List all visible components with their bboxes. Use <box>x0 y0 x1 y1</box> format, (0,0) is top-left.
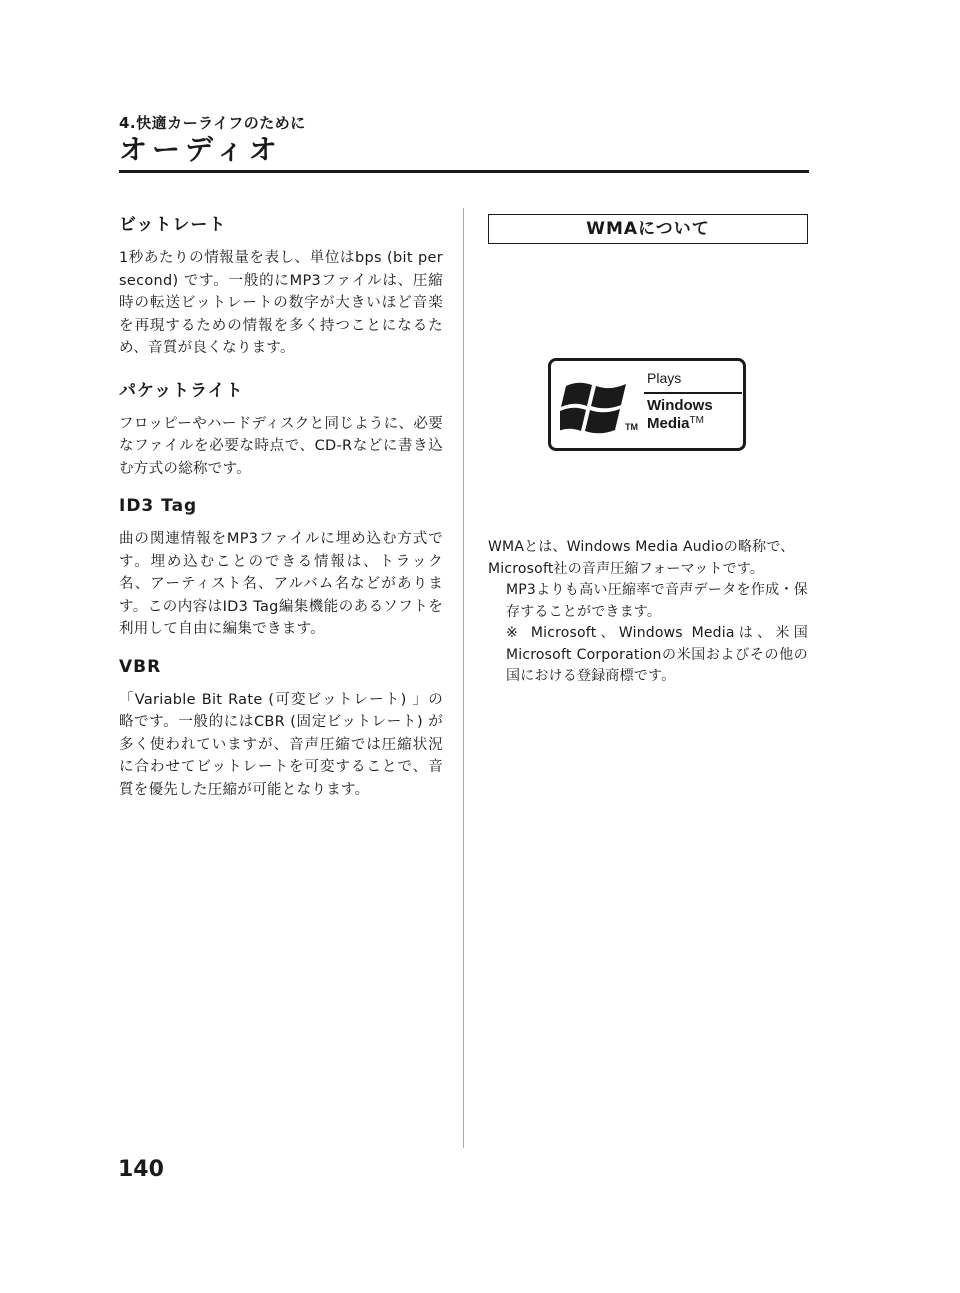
term-title: ビットレート <box>119 215 227 235</box>
windows-flag-icon <box>560 378 632 438</box>
wma-description: WMAとは、Windows Media Audioの略称で、Microsoft社の音声圧縮フォーマットです。 <box>488 539 795 577</box>
term-id3-tag <box>119 496 443 641</box>
term-body: 「Variable Bit Rate (可変ビットレート) 」の略です。一般的にはCBR (固定ビットレート) が多く使われていますが、音声圧縮では圧縮状況に合わせてビットレートを可変することで、音質を優先した圧縮が可能となります。 <box>119 691 443 798</box>
logo-windows-text: Windows <box>647 397 713 414</box>
logo-media-tm: TM <box>689 415 704 426</box>
glossary-column <box>119 210 443 817</box>
term-bitrate <box>119 210 443 360</box>
wma-note-trademark: ※ Microsoft、Windows Mediaは、米国Microsoft Corporationの米国およびその他の国における登録商標です。 <box>506 625 808 684</box>
section-title: オーディオ <box>119 133 282 166</box>
logo-media-text: Media <box>647 415 690 432</box>
logo-media-line <box>647 415 704 432</box>
logo-tm-mark: TM <box>625 422 638 432</box>
chapter-heading: 4.快適カーライフのために <box>119 114 306 132</box>
term-title: ID3 Tag <box>119 496 198 516</box>
term-body: 曲の関連情報をMP3ファイルに埋め込む方式です。埋め込むことのできる情報は、トラック名、アーティスト名、アルバム名などがあります。この内容はID3 Tag編集機能のあるソフトを利用して自由に編集できます。 <box>119 531 443 637</box>
term-title: パケットライト <box>119 380 244 401</box>
term-body: フロッピーやハードディスクと同じように、必要なファイルを必要な時点で、CD-Rなどに書き込む方式の総称です。 <box>119 415 443 477</box>
term-title: VBR <box>119 656 162 677</box>
logo-plays-text: Plays <box>647 370 682 386</box>
wma-note-compression: MP3よりも高い圧縮率で音声データを作成・保存することができます。 <box>506 582 808 620</box>
wma-column <box>488 214 808 688</box>
plays-windows-media-logo <box>548 358 748 453</box>
term-body: 1秒あたりの情報量を表し、単位はbps (bit per second) です。一般的にMP3ファイルは、圧縮時の転送ビットレートの数字が大きいほど音楽を再現するための情報を多く持つことになるため、音質が良くなります。 <box>119 250 443 356</box>
column-divider <box>463 208 464 1148</box>
page-number: 140 <box>118 1157 164 1182</box>
wma-box-title: WMAについて <box>488 214 808 244</box>
header-rule <box>119 170 809 173</box>
logo-divider <box>644 392 742 394</box>
term-vbr <box>119 657 443 802</box>
term-packet-write <box>119 376 443 481</box>
